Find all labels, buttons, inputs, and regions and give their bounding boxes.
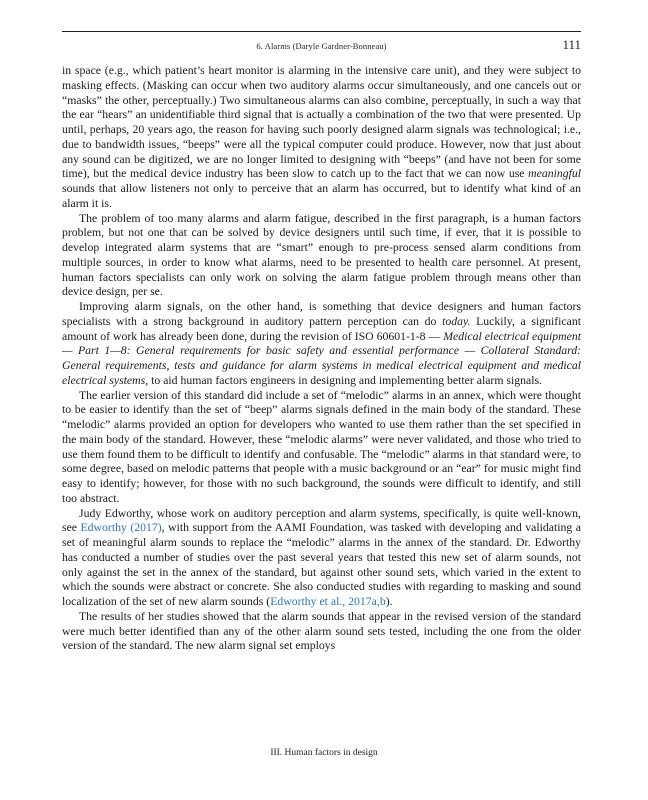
paragraph-3-text: Improving alarm signals, on the other hand, is something that device designers and human factors specialists with a strong background in auditory pattern perception can do [62,300,581,328]
paragraph-1-text-end: sounds that allow listeners not only to perceive that an alarm has occurred, but to identify what kind of an alarm it is. [62,182,581,210]
running-header [62,37,581,55]
paragraph-3-text-end: to aid human factors engineers in designing and implementing better alarm signals. [148,373,542,387]
paragraph-5-text-mid: , with support from the AAMI Foundation, was tasked with developing and validating a set of meaningful alarm sounds to replace the “melodic” alarms in the annex of the standard. Dr. Edworthy has conducted a number of studies over the past several years that tested this new set of alarm sounds, not only against the set in the annex of the standard, but against other sound sets, which varied in the extent to which the sounds were abstract or concrete. She also conducted studies with regarding to masking and sound localization of the set of new alarm sounds ( [62,521,581,608]
paragraph-5-text: Judy Edworthy, whose work on auditory perception and alarm systems, specifically, is quite well-known, see [62,506,581,535]
citation-link-edworthy-et-al[interactable]: Edworthy et al., 2017a,b [270,595,386,608]
paragraph-1-emphasis: meaningful [528,167,581,181]
citation-link-edworthy-2017[interactable]: Edworthy (2017) [80,521,162,535]
paragraph-3-emphasis-today: today. [442,314,471,328]
paragraph-6: The results of her studies showed that the alarm sounds that appear in the revised version of the standard were much better identified than any of the other alarm sound sets tested, including the one from the older version of the standard. The new alarm signal set employs [62,609,581,653]
paragraph-5-text-end: ). [385,595,393,608]
paragraph-5 [62,507,581,610]
paragraph-4: The earlier version of this standard did include a set of “melodic” alarms in an annex, which were thought to be easier to identify than the set of “beep” alarms signals defined in the main body of the standard. These “melodic” alarms provided an option for developers who wanted to use them rather than the set specified in the main body of the standard. However, these “melodic alarms” were never validated, and those who tried to use them found them to be difficult to identify and confusable. The “melodic” alarms in that standard were, to some degree, based on melodic patterns that people with a music background or an “ear” for music might find easy to identify; however, for those with no such background, the sounds were difficult to identify, and still too abstract. [62,388,581,505]
footer-section-label: III. Human factors in design [270,748,378,758]
header-rule [62,31,581,32]
paragraph-3-text-mid: Luckily, a significant amount of work has already been done, during the revision of ISO 60601-1-8 — [62,314,581,343]
page-number: 111 [562,37,581,52]
running-title: 6. Alarms (Daryle Gardner-Bonneau) [256,41,387,51]
paragraph-3 [62,300,581,389]
paragraph-1-text: in space (e.g., which patient’s heart monitor is alarming in the intensive care unit), and they were subject to masking effects. (Masking can occur when two auditory alarms occur simultaneously, and one cancels out or “masks” the other, perceptually.) Two simultaneous alarms can also combine, perceptually, in such a way that the ear “hears” an unidentifiable third signal that is actually a combination of the two that were presented. Up until, perhaps, 20 years ago, the reason for having such poorly designed alarm signals was technological; i.e., due to bandwidth issues, “beeps” were all the typical computer could produce. However, now that just about any sound can be digitized, we are no longer limited to designing with “beeps” (and have not been for some time), but the medical device industry has been slow to catch up to the fact that we can now use [62,64,581,181]
paragraph-2: The problem of too many alarms and alarm fatigue, described in the first paragraph, is a human factors problem, but not one that can be solved by device designers until such time, if ever, that it is possible to develop integrated alarm systems that are “smart” enough to pre-process sensed alarm conditions from multiple sources, in order to know what alarms, need to be presented to health care personnel. At present, human factors specialists can only work on solving the alarm fatigue problem through means other than device design, per se. [62,211,581,299]
body-text [62,64,581,654]
standard-title: Medical electrical equipment — Part 1—8: General requirements for basic safety and essential performance — Collateral Standard: General requirements, tests and guidance for alarm systems in medical electrical equipment and medical electrical systems, [62,329,581,387]
paragraph-1 [62,64,581,212]
